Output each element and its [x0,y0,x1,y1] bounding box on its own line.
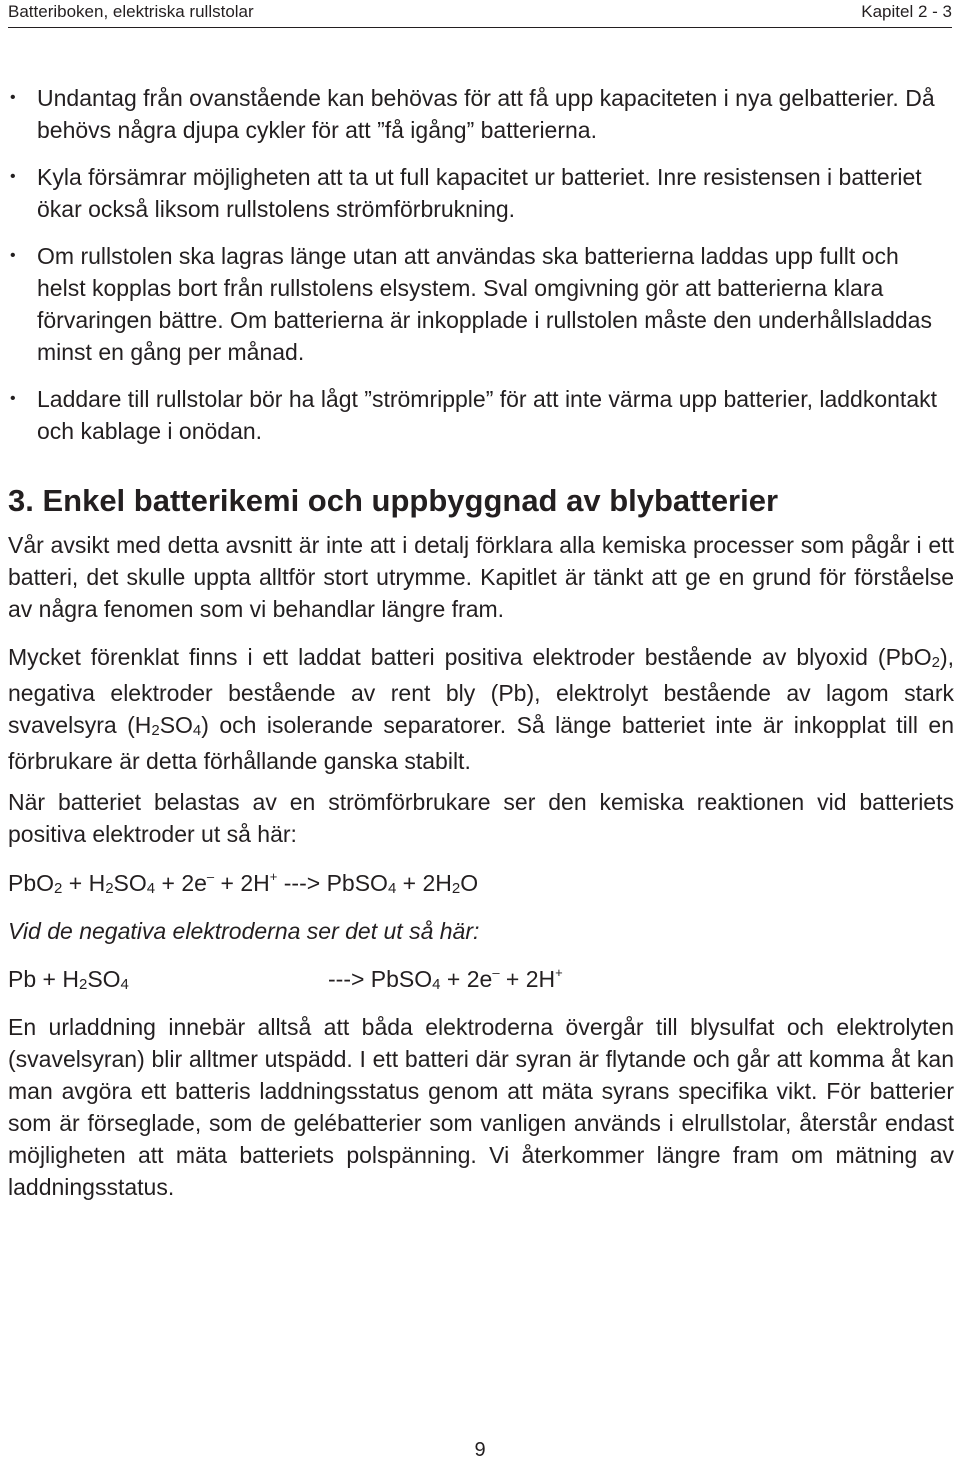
list-item [8,161,953,225]
paragraph-discharge-summary: En urladdning innebär alltså att båda elektroderna övergår till blysulfat och elektrolyten (svavelsyran) blir alltmer utspädd. I ett batteri där syran är flytande och går att komma åt kan man avgöra ett batteris laddningsstatus genom att mäta syrans specifika vikt. För batterier som är förseglade, som de gelébatterier som vanligen används i elrullstolar, återstår endast möjligheten att mäta batteriets polspänning. Vi återkommer längre fram om mätning av laddningsstatus. [8,1014,954,1200]
superscript: + [269,869,278,884]
header-chapter: Kapitel 2 - 3 [861,2,952,21]
negative-electrode-caption: Vid de negativa elektroderna ser det ut så här: [8,918,480,944]
formula-text: + 2H [214,870,270,896]
subscript: 2 [931,654,940,671]
formula-text: PbO [8,870,55,896]
superscript: – [206,869,215,884]
paragraph-discharge-intro: När batteriet belastas av en strömförbrukare ser den kemiska reaktionen vid batteriets positiva elektroder ut så här: [8,789,954,847]
formula-text: + 2e [440,966,493,992]
bullet-text: Undantag från ovanstående kan behövas för att få upp kapaciteten i nya gelbatterier. Då behövs några djupa cykler för att ”få igång” batterierna. [37,85,935,143]
subscript: 2 [151,722,160,739]
bullet-icon: • [10,89,16,106]
paragraph-text: ), negativa elektroder bestående av rent bly (Pb), elektrolyt bestående av lagom stark svavelsyra (H [8,644,954,738]
formula-text: + H [62,870,106,896]
subscript: 4 [387,880,397,897]
paragraph-text: ) och isolerande separatorer. Så länge batteriet inte är inkopplat till en förbrukare är detta förhållande ganska stabilt. [8,712,954,774]
superscript: – [492,965,500,980]
subscript: 2 [105,880,114,897]
bullet-list [8,82,953,462]
list-item [8,240,953,368]
page-number: 9 [474,1439,486,1461]
formula-positive-electrode [8,867,478,903]
formula-negative-electrode [8,963,563,999]
formula-text: SO [87,966,121,992]
bullet-text: Laddare till rullstolar bör ha lågt ”strömripple” för att inte värma upp batterier, laddkontakt och kablage i onödan. [37,386,937,444]
formula-text: + 2H [396,870,452,896]
subscript: 2 [78,976,88,993]
subscript: 4 [120,976,129,993]
header-book-title: Batteriboken, elektriska rullstolar [8,2,254,21]
paragraph-text: Mycket förenklat finns i ett laddat batteri positiva elektroder bestående av blyoxid (PbO [8,644,932,670]
subscript: 2 [451,880,461,897]
formula-text: + 2H [499,966,556,992]
list-item [8,82,953,146]
bullet-text: Kyla försämrar möjligheten att ta ut full kapacitet ur batteriet. Inre resistensen i batteriet ökar också liksom rullstolens strömförbrukning. [37,164,922,222]
section-heading: 3. Enkel batterikemi och uppbyggnad av blybatterier [8,483,779,518]
bullet-icon: • [10,390,16,407]
bullet-icon: • [10,168,16,185]
list-item [8,383,953,447]
formula-text: ---> PbSO [277,870,388,896]
subscript: 4 [432,976,441,993]
subscript: 4 [192,722,202,739]
paragraph-composition [8,641,954,777]
bullet-text: Om rullstolen ska lagras länge utan att användas ska batterierna laddas upp fullt och helst kopplas bort från rullstolens elsystem. Sval omgivning gör att batterierna klara förvaringen bättre. Om batterierna är inkopplade i rullstolen måste den underhållsladdas minst en gång per månad. [37,243,932,365]
formula-rhs [328,963,563,999]
formula-text: ---> PbSO [328,966,433,992]
formula-text: Pb + H [8,966,79,992]
page-header [8,0,952,28]
paragraph-intro: Vår avsikt med detta avsnitt är inte att i detalj förklara alla kemiska processer som pågår i ett batteri, det skulle uppta alltför stort utrymme. Kapitlet är tänkt att ge en grund för förståelse av några fenomen som vi behandlar längre fram. [8,532,954,622]
formula-text: O [460,870,479,896]
formula-text: + 2e [155,870,207,896]
formula-text: SO [113,870,147,896]
subscript: 2 [54,880,63,897]
paragraph-text: SO [159,712,193,738]
subscript: 4 [146,880,156,897]
superscript: + [555,965,563,980]
bullet-icon: • [10,247,16,264]
